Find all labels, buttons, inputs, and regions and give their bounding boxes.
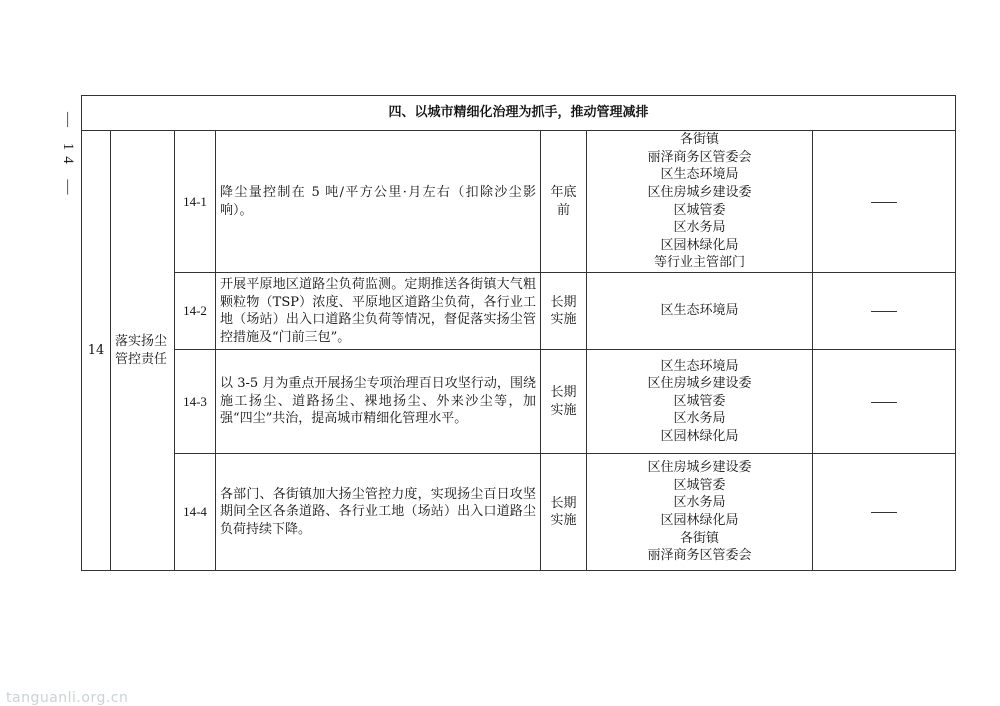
row-id: 14-2 xyxy=(175,273,216,350)
dept-item: 区生态环境局 xyxy=(660,303,739,319)
row-note: —— xyxy=(813,454,956,571)
dept-item: 等行业主管部门 xyxy=(653,255,745,271)
dept-item: 区城管委 xyxy=(673,393,726,409)
dept-item: 区水务局 xyxy=(673,411,726,427)
section-header-row xyxy=(82,96,956,131)
row-depts xyxy=(587,273,813,350)
dept-item: 区城管委 xyxy=(673,202,726,218)
row-time: 长期实施 xyxy=(541,454,587,571)
row-depts xyxy=(587,454,813,571)
table-row xyxy=(82,131,956,273)
group-number: 14 xyxy=(82,131,111,571)
dept-item: 区园林绿化局 xyxy=(660,428,739,444)
dept-item: 区园林绿化局 xyxy=(660,237,739,253)
table-row xyxy=(82,454,956,571)
table-row xyxy=(82,350,956,454)
row-id: 14-1 xyxy=(175,131,216,273)
dept-item: 区水务局 xyxy=(673,495,726,511)
row-note: —— xyxy=(813,273,956,350)
dept-item: 区城管委 xyxy=(673,477,726,493)
page-number: — 14 — xyxy=(60,112,76,201)
watermark: tanguanli.org.cn xyxy=(6,690,129,706)
dept-item: 区水务局 xyxy=(673,220,726,236)
row-depts xyxy=(587,350,813,454)
row-id: 14-4 xyxy=(175,454,216,571)
row-note: —— xyxy=(813,131,956,273)
dept-item: 区住房城乡建设委 xyxy=(647,460,752,476)
row-time: 长期实施 xyxy=(541,273,587,350)
group-task: 落实扬尘管控责任 xyxy=(111,131,175,571)
row-depts xyxy=(587,131,813,273)
row-note: —— xyxy=(813,350,956,454)
dept-item: 各街镇 xyxy=(679,530,719,546)
table-row xyxy=(82,273,956,350)
section-title: 四、以城市精细化治理为抓手，推动管理减排 xyxy=(82,96,956,131)
row-time: 长期实施 xyxy=(541,350,587,454)
row-id: 14-3 xyxy=(175,350,216,454)
row-content: 各部门、各街镇加大扬尘管控力度，实现扬尘百日攻坚期间全区各条道路、各行业工地（场站）出入口道路尘负荷持续下降。 xyxy=(216,454,541,571)
row-time: 年底前 xyxy=(541,131,587,273)
measures-table xyxy=(81,95,956,571)
row-content: 开展平原地区道路尘负荷监测。定期推送各街镇大气粗颗粒物（TSP）浓度、平原地区道路尘负荷，各行业工地（场站）出入口道路尘负荷等情况，督促落实扬尘管控措施及“门前三包”。 xyxy=(216,273,541,350)
dept-item: 丽泽商务区管委会 xyxy=(647,149,752,165)
dept-item: 区生态环境局 xyxy=(660,358,739,374)
dept-item: 各街镇 xyxy=(679,132,719,148)
dept-item: 区住房城乡建设委 xyxy=(647,184,752,200)
dept-item: 区生态环境局 xyxy=(660,167,739,183)
dept-item: 区园林绿化局 xyxy=(660,513,739,528)
dept-item: 区住房城乡建设委 xyxy=(647,376,752,392)
row-content: 降尘量控制在 5 吨/平方公里·月左右（扣除沙尘影响）。 xyxy=(216,131,541,273)
row-content: 以 3-5 月为重点开展扬尘专项治理百日攻坚行动，围绕施工扬尘、道路扬尘、裸地扬尘、外来沙尘等，加强“四尘”共治，提高城市精细化管理水平。 xyxy=(216,350,541,454)
dept-item: 丽泽商务区管委会 xyxy=(647,548,752,564)
